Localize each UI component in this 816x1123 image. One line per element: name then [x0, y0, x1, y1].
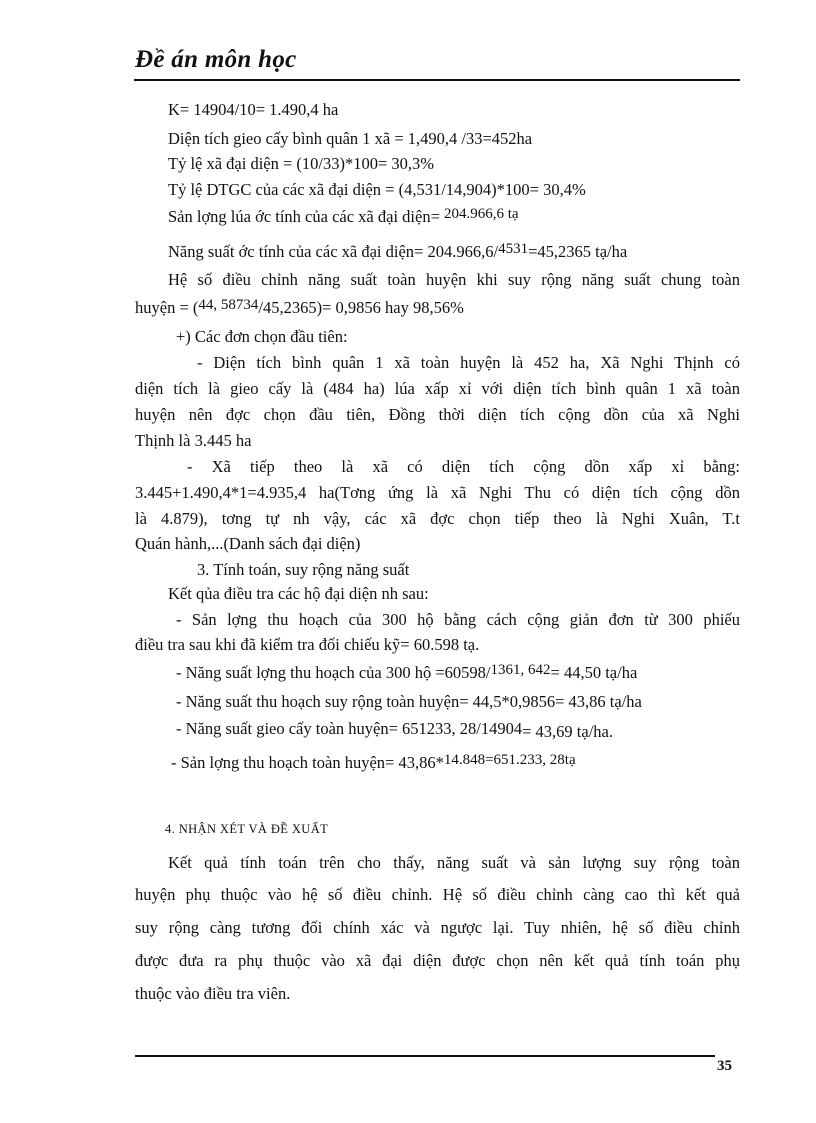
text-line [176, 719, 613, 739]
text-line: Tỷ lệ xã đại diện = (10/33)*100= 30,3% [168, 154, 435, 173]
text-line: Diện tích gieo cấy bình quân 1 xã = 1,490,4 /33=452ha [168, 129, 533, 148]
page-number: 35 [717, 1058, 732, 1074]
text: huyện = ( [135, 298, 199, 317]
text: 14904/10= 1.490,4 ha [193, 100, 339, 119]
paragraph-line: thuộc vào điều tra viên. [135, 984, 291, 1003]
text-line: diện tích là gieo cấy là (484 ha) lúa xấp xỉ với diện tích bình quân 1 xã toàn [135, 379, 740, 398]
footer-rule [135, 1055, 715, 1057]
subsection-heading: 3. Tính toán, suy rộng năng suất [197, 560, 410, 579]
text: - Năng suất gieo cấy toàn huyện= 651233, 28/14904 [176, 719, 523, 738]
text-line [176, 663, 637, 684]
text: - Sản lợng thu hoạch toàn huyện= 43,86* [171, 753, 444, 772]
text: 44, 58734 [198, 297, 259, 313]
text-line: điều tra sau khi đã kiểm tra đối chiếu kỹ= 60.598 tạ. [135, 635, 480, 654]
text: /45,2365)= 0,9856 hay 98,56% [258, 298, 464, 317]
text: =45,2365 tạ/ha [528, 242, 628, 261]
text: = 43,69 tạ/ha. [522, 722, 613, 741]
text-line [171, 753, 576, 774]
formula-k [168, 100, 338, 120]
paragraph-line: Kết quả tính toán trên cho thấy, năng suất và sản lượng suy rộng toàn [168, 853, 740, 872]
text-line: - Xã tiếp theo là xã có diện tích cộng dồn xấp xỉ bằng: [187, 457, 740, 476]
text-line [135, 298, 464, 319]
section-heading: 4. NHẬN XÉT VÀ ĐỀ XUẤT [165, 822, 329, 836]
paragraph-line: được đưa ra phụ thuộc vào xã đại diện được chọn nên kết quả tính toán phụ [135, 951, 740, 970]
text-line: Quán hành,...(Danh sách đại diện) [135, 534, 361, 553]
text: 4531 [498, 241, 529, 257]
text-line: - Diện tích bình quân 1 xã toàn huyện là 452 ha, Xã Nghi Thịnh có [197, 353, 740, 372]
header-rule [134, 79, 740, 81]
text: Năng suất ớc tính của các xã đại diện= 204.966,6/ [168, 242, 499, 261]
text-line [168, 242, 627, 263]
text-line: Hệ số điều chỉnh năng suất toàn huyện khi suy rộng năng suất chung toàn [168, 270, 740, 289]
text-line [168, 207, 519, 228]
text-line: +) Các đơn chọn đầu tiên: [176, 327, 348, 346]
text: Sản lợng lúa ớc tính của các xã đại diện= [168, 207, 440, 226]
text-line: Kết qủa điều tra các hộ đại diện nh sau: [168, 584, 429, 603]
text: = 44,50 tạ/ha [550, 663, 638, 682]
text: - Năng suất lợng thu hoạch của 300 hộ =60598/ [176, 663, 491, 682]
text: K= [168, 100, 190, 119]
text-line: Thịnh là 3.445 ha [135, 431, 252, 450]
text-line: huyện nên đợc chọn đầu tiên, Đồng thời diện tích cộng dồn của xã Nghi [135, 405, 740, 424]
page-header-title: Đề án môn học [135, 46, 297, 73]
text-line: - Sản lợng thu hoạch của 300 hộ bằng cách cộng giản đơn từ 300 phiếu [176, 610, 740, 629]
text: 1361, 642 [490, 662, 551, 678]
text-line: - Năng suất thu hoạch suy rộng toàn huyện= 44,5*0,9856= 43,86 tạ/ha [176, 692, 642, 711]
paragraph-line: huyện phụ thuộc vào hệ số điều chỉnh. Hệ số điều chỉnh càng cao thì kết quả [135, 885, 740, 904]
paragraph-line: suy rộng càng tương đối chính xác và ngược lại. Tuy nhiên, hệ số điều chỉnh [135, 918, 740, 937]
text: 204.966,6 tạ [444, 206, 519, 222]
text: 14.848=651.233, 28tạ [443, 752, 576, 768]
text-line: là 4.879), tơng tự nh vậy, các xã đợc chọn tiếp theo là Nghi Xuân, T.t [135, 509, 740, 528]
text-line: Tỷ lệ DTGC của các xã đại diện = (4,531/14,904)*100= 30,4% [168, 180, 586, 199]
text-line: 3.445+1.490,4*1=4.935,4 ha(Tơng ứng là xã Nghi Thu có diện tích cộng dồn [135, 483, 740, 502]
